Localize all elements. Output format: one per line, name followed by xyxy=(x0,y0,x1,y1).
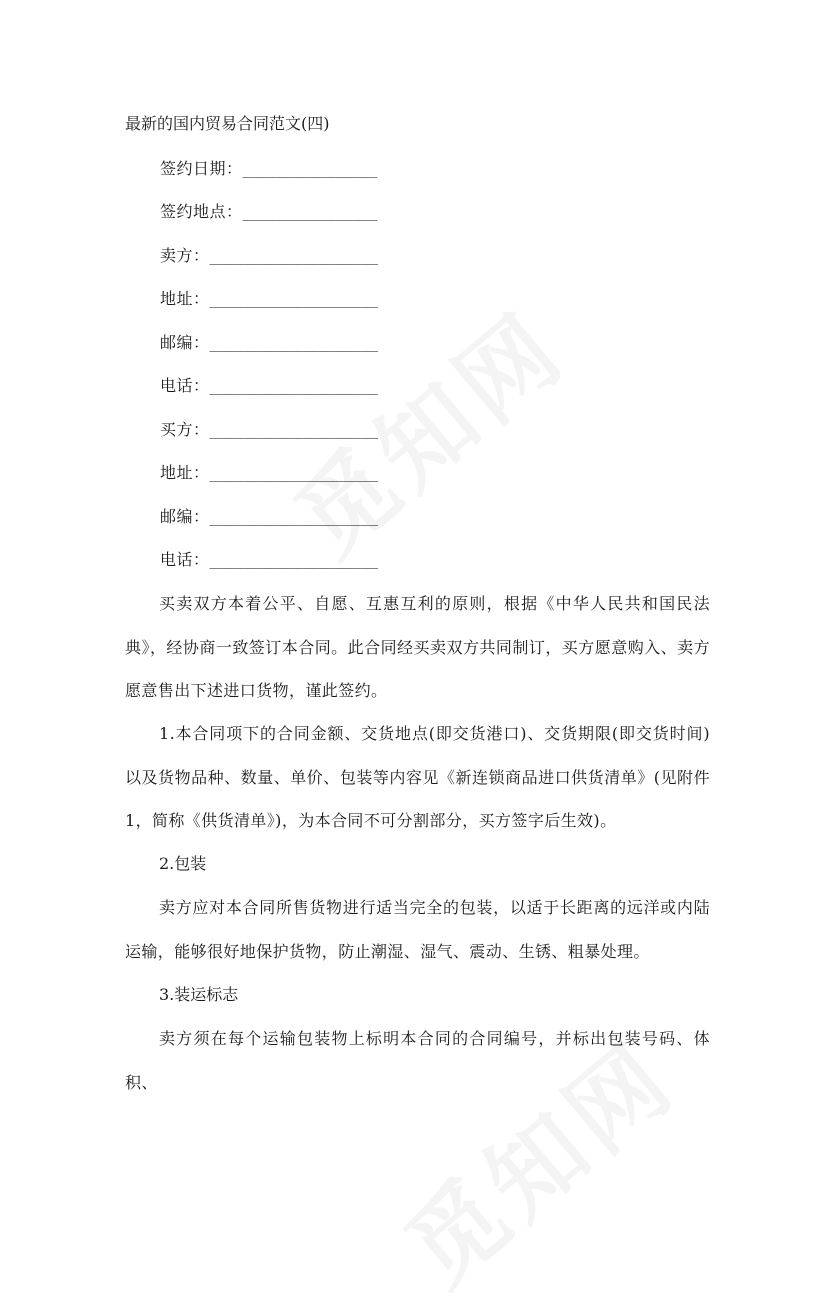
field-label: 邮编： xyxy=(160,333,210,352)
field-seller xyxy=(160,242,378,271)
field-blank: ____________________ xyxy=(209,249,379,265)
field-buyer-phone xyxy=(160,546,378,575)
field-label: 卖方： xyxy=(160,246,210,265)
field-blank: ________________ xyxy=(242,162,378,178)
field-seller-postcode xyxy=(160,329,378,358)
field-label: 签约地点： xyxy=(160,202,243,221)
field-buyer-postcode xyxy=(160,503,378,532)
field-seller-phone xyxy=(160,372,378,401)
field-seller-address xyxy=(160,285,378,314)
field-label: 邮编： xyxy=(160,507,210,526)
field-label: 买方： xyxy=(160,420,210,439)
field-blank: ____________________ xyxy=(209,292,379,308)
field-blank: ________________ xyxy=(242,205,378,221)
field-buyer xyxy=(160,416,378,445)
clause-3-heading: 3.装运标志 xyxy=(159,985,239,1004)
field-blank: ____________________ xyxy=(209,336,379,352)
field-signing-place xyxy=(160,198,377,227)
field-blank: ____________________ xyxy=(209,423,379,439)
clause-2-paragraph: 卖方应对本合同所售货物进行适当完全的包装，以适于长距离的远洋或内陆运输，能够很好地保护货物，防止潮湿、湿气、震动、生锈、粗暴处理。 xyxy=(125,898,710,961)
field-label: 签约日期： xyxy=(160,159,243,178)
field-blank: ____________________ xyxy=(209,553,379,569)
clause-2-heading: 2.包装 xyxy=(159,854,207,873)
field-label: 地址： xyxy=(160,463,210,482)
field-blank: ____________________ xyxy=(209,379,379,395)
field-signing-date xyxy=(160,155,377,184)
field-label: 电话： xyxy=(160,376,210,395)
document-title: 最新的国内贸易合同范文(四) xyxy=(125,114,330,133)
field-blank: ____________________ xyxy=(209,510,379,526)
field-blank: ____________________ xyxy=(209,466,379,482)
intro-paragraph: 买卖双方本着公平、自愿、互惠互利的原则，根据《中华人民共和国民法典》，经协商一致签订本合同。此合同经买卖双方共同制订，买方愿意购入、卖方愿意售出下述进口货物，谨此签约。 xyxy=(125,594,710,700)
field-label: 地址： xyxy=(160,289,210,308)
field-label: 电话： xyxy=(160,550,210,569)
clause-1-paragraph: 1.本合同项下的合同金额、交货地点(即交货港口)、交货期限(即交货时间)以及货物品种、数量、单价、包装等内容见《新连锁商品进口供货清单》(见附件 1，简称《供货清单》)，为本合同不可分割部分，买方签字后生效)。 xyxy=(125,724,710,830)
field-buyer-address xyxy=(160,459,378,488)
clause-3-paragraph: 卖方须在每个运输包装物上标明本合同的合同编号，并标出包装号码、体积、 xyxy=(125,1029,710,1092)
